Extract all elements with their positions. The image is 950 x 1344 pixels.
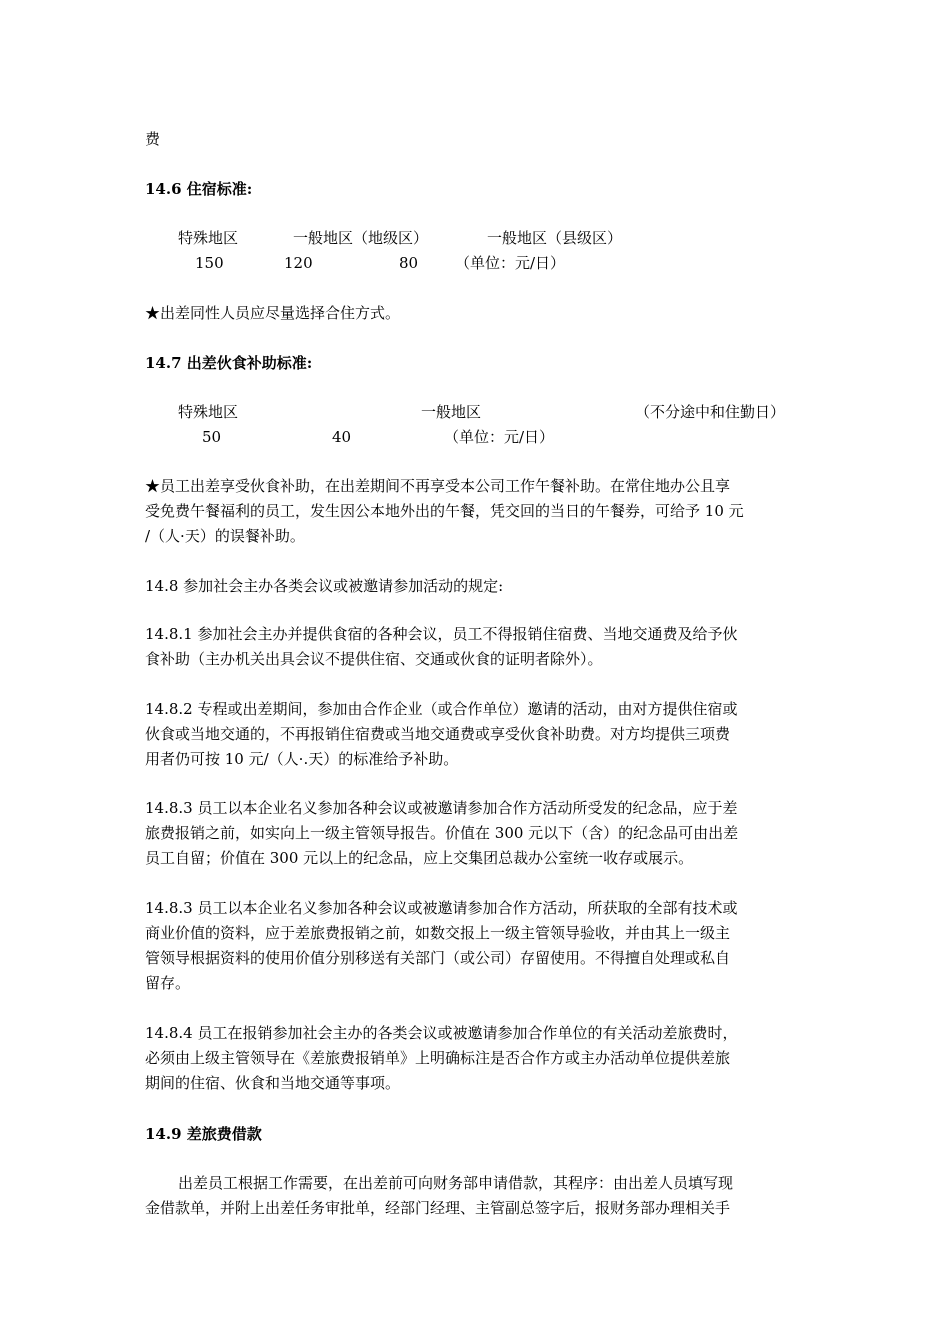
lodging-val-county: 80 bbox=[399, 254, 419, 272]
paragraph-line: 用者仍可按 10 元/（人·.天）的标准给予补助。 bbox=[145, 750, 459, 768]
paragraph-line: 14.8.4 员工在报销参加社会主办的各类会议或被邀请参加合作单位的有关活动差旅费时， bbox=[145, 1024, 738, 1042]
section-14-8-heading: 14.8 参加社会主办各类会议或被邀请参加活动的规定: bbox=[145, 577, 504, 595]
paragraph-14-8-1 bbox=[145, 622, 810, 672]
lodging-note: ★出差同性人员应尽量选择合住方式。 bbox=[145, 304, 401, 322]
meal-note-line: 受免费午餐福利的员工，发生因公本地外出的午餐，凭交回的当日的午餐券，可给予 10 元 bbox=[145, 502, 744, 520]
paragraph-line: 14.8.3 员工以本企业名义参加各种会议或被邀请参加合作方活动所受发的纪念品，应于差 bbox=[145, 799, 738, 817]
meal-col-special: 特殊地区 bbox=[178, 403, 239, 421]
paragraph-14-8-2 bbox=[145, 697, 810, 772]
paragraph-line: 伙食或当地交通的，不再报销住宿费或当地交通费或享受伙食补助费。对方均提供三项费 bbox=[145, 725, 731, 743]
section-14-9-heading: 14.9 差旅费借款 bbox=[145, 1125, 262, 1143]
paragraph-line: 留存。 bbox=[145, 974, 191, 992]
paragraph-line: 14.8.2 专程或出差期间，参加由合作企业（或合作单位）邀请的活动，由对方提供住宿或 bbox=[145, 700, 738, 718]
meal-note bbox=[145, 474, 810, 549]
paragraph-line: 金借款单，并附上出差任务审批单，经部门经理、主管副总签字后，报财务部办理相关手 bbox=[145, 1199, 731, 1217]
paragraph-line: 管领导根据资料的使用价值分别移送有关部门（或公司）存留使用。不得擅自处理或私自 bbox=[145, 949, 731, 967]
paragraph-14-9 bbox=[145, 1171, 810, 1221]
meal-unit: （单位：元/日） bbox=[444, 428, 555, 446]
lodging-val-prefecture: 120 bbox=[284, 254, 313, 272]
paragraph-line: 旅费报销之前，如实向上一级主管领导报告。价值在 300 元以下（含）的纪念品可由出差 bbox=[145, 824, 739, 842]
paragraph-14-8-4 bbox=[145, 1021, 810, 1096]
meal-note-line: /（人·天）的误餐补助。 bbox=[145, 527, 305, 545]
section-14-6-heading: 14.6 住宿标准: bbox=[145, 180, 253, 198]
paragraph-line: 食补助（主办机关出具会议不提供住宿、交通或伙食的证明者除外）。 bbox=[145, 650, 603, 668]
lodging-col-special: 特殊地区 bbox=[178, 229, 239, 247]
meal-col-note: （不分途中和住勤日） bbox=[635, 403, 786, 421]
lodging-col-prefecture: 一般地区（地级区） bbox=[293, 229, 429, 247]
paragraph-line: 必须由上级主管领导在《差旅费报销单》上明确标注是否合作方或主办活动单位提供差旅 bbox=[145, 1049, 731, 1067]
paragraph-line: 14.8.1 参加社会主办并提供食宿的各种会议，员工不得报销住宿费、当地交通费及给予伙 bbox=[145, 625, 738, 643]
page-top-fragment: 费 bbox=[145, 130, 161, 148]
paragraph-line: 14.8.3 员工以本企业名义参加各种会议或被邀请参加合作方活动，所获取的全部有技术或 bbox=[145, 899, 738, 917]
paragraph-line: 期间的住宿、伙食和当地交通等事项。 bbox=[145, 1074, 401, 1092]
paragraph-line: 出差员工根据工作需要，在出差前可向财务部申请借款，其程序：由出差人员填写现 bbox=[178, 1174, 734, 1192]
meal-col-general: 一般地区 bbox=[421, 403, 482, 421]
paragraph-line: 员工自留；价值在 300 元以上的纪念品，应上交集团总裁办公室统一收存或展示。 bbox=[145, 849, 694, 867]
meal-val-special: 50 bbox=[202, 428, 222, 446]
paragraph-14-8-3-souvenirs bbox=[145, 796, 810, 871]
lodging-unit: （单位：元/日） bbox=[455, 254, 566, 272]
meal-val-general: 40 bbox=[332, 428, 352, 446]
paragraph-line: 商业价值的资料，应于差旅费报销之前，如数交报上一级主管领导验收，并由其上一级主 bbox=[145, 924, 731, 942]
lodging-col-county: 一般地区（县级区） bbox=[487, 229, 623, 247]
meal-note-line: ★员工出差享受伙食补助，在出差期间不再享受本公司工作午餐补助。在常住地办公且享 bbox=[145, 477, 731, 495]
section-14-7-heading: 14.7 出差伙食补助标准: bbox=[145, 354, 313, 372]
lodging-val-special: 150 bbox=[195, 254, 224, 272]
paragraph-14-8-3-materials bbox=[145, 896, 810, 996]
